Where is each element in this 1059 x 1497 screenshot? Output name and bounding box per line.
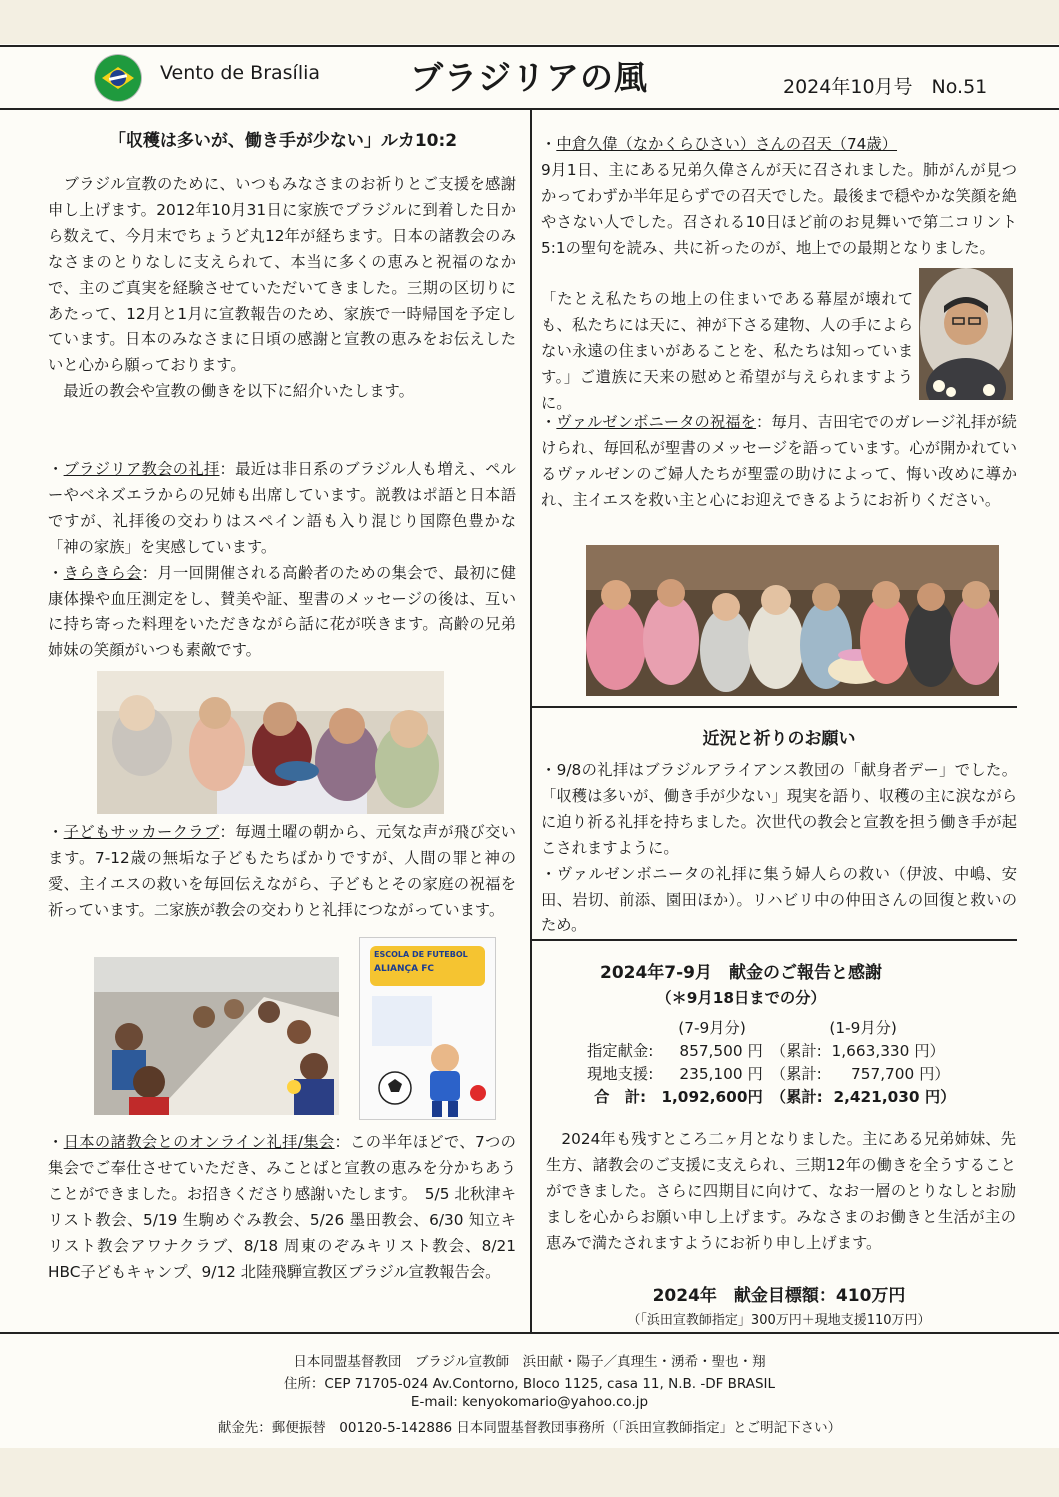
finance-total-label: 合 計: — [594, 1088, 647, 1106]
item-online-text: ：この半年ほどで、7つの集会でご奉仕させていただき、みことばと宣教の恵みを分かちあうことができました。お招きくださり感謝いたします。 5/5 北秋津キリスト教会、5/19 生駒めぐみ教会、5/26 墨田教会、6/30 知立キリスト教会アワナクラブ、8/18 周東のぞみキリスト教会、8/21 HBC子どもキャンプ、9/12 北陸飛騨宣教区ブラジル宣教報告会。 — [48, 1133, 516, 1281]
section-items-1-2: ・ブラジリア教会の礼拝：最近は非日系のブラジル人も増え、ペルーやベネズエラからの兄姉も出席しています。説教はポ語と日本語ですが、礼拝後の交わりはスペイン語も入り混じり国際色豊かな「神の家族」を実感しています。 ・きらきら会：月一回開催される高齢者のための集会で、最初に健康体操や血圧測定をし、賛美や証、聖書のメッセージの後は、互いに持ち寄った料理をいただきながら話に花が咲きます。高齢の兄弟姉妹の笑顔がいつも素敵です。 — [48, 460, 516, 660]
item-kirakira-title: きらきら会 — [63, 563, 142, 582]
scripture-quote: 「たとえ私たちの地上の住まいである幕屋が壊れても、私たちには天に、神が下さる建物、人の手によらない永遠の住まいがあることを、私たちは知っています。」ご遺族に天来の慰めと希望が与えられますように。 — [541, 290, 913, 412]
finance-col1: (7-9月分) — [678, 1019, 746, 1037]
section-item-6: ・ヴァルゼンボニータの祝福を：毎月、吉田宅でのガレージ礼拝が続けられ、毎回私が聖書のメッセージを語っています。心が開かれているヴァルゼンのご婦人たちが聖霊の助けによって、悔い改めに導かれ、主イエスを救い主と心にお迎えできるようにお祈りください。 — [541, 413, 1017, 509]
footer-donation-account: 献金先：郵便振替 00120-5-142886 日本同盟基督教団事務所（「浜田宣教師指定」とご明記下さい） — [217, 1420, 842, 1436]
item-valzen-text: ：毎月、吉田宅でのガレージ礼拝が続けられ、毎回私が聖書のメッセージを語っています。心が開かれているヴァルゼンのご婦人たちが聖霊の助けによって、悔い改めに導かれ、主イエスを救い主と心にお迎えできるようにお祈りください。 — [541, 413, 1017, 509]
soccer-club-poster — [359, 937, 496, 1120]
poster-line2: ALIANÇA FC — [374, 964, 435, 974]
finance-subheading: （＊9月18日までの分） — [656, 989, 826, 1007]
item-valzen-title: ヴァルゼンボニータの祝福を — [556, 413, 757, 431]
prayer-heading: 近況と祈りのお願い — [702, 729, 856, 749]
column-divider — [530, 110, 532, 1332]
finance-heading: 2024年7-9月 献金のご報告と感謝 — [599, 963, 883, 983]
item-brasilia-church-title: ブラジリア教会の礼拝 — [63, 460, 220, 478]
photo-soccer-kids — [94, 957, 339, 1115]
finance-row-cumulative: （累計: 757,700 円） — [770, 1065, 950, 1083]
issue-number: 2024年10月号 No.51 — [783, 76, 988, 98]
closing-paragraph: 2024年も残すところ二ヶ月となりました。主にある兄弟姉妹、先生方、諸教会のご支援に支えられ、三期12年の働きを全うすることができました。さらに四期目に向けて、なお一層のとりなしとお励ましを心からお願い申し上げます。みなさまのお働きと生活が主の恵みで満たされますようにお祈り申し上げます。 — [546, 1130, 1016, 1252]
brazil-flag-icon — [95, 55, 141, 101]
finance-row-label: 現地支援: — [587, 1065, 654, 1083]
section-rule-prayer — [531, 706, 1017, 708]
footer-address: 住所：CEP 71705-024 Av.Contorno, Bloco 1125, casa 11, N.B. -DF BRASIL — [283, 1376, 776, 1392]
intro-paragraph — [48, 172, 516, 405]
section-item-4: ・日本の諸教会とのオンライン礼拝/集会：この半年ほどで、7つの集会でご奉仕させていただき、みことばと宣教の恵みを分かちあうことができました。お招きくださり感謝いたします。 5/5 北秋津キリスト教会、5/19 生駒めぐみ教会、5/26 墨田教会、6/30 知立キリスト教会アワナクラブ、8/18 周東のぞみキリスト教会、8/21 HBC子どもキャンプ、9/12 北陸飛騨宣教区ブラジル宣教報告会。 — [48, 1133, 516, 1281]
main-heading: 「収穫は多いが、働き手が少ない」ルカ10:2 — [108, 131, 458, 151]
section-rule-finance — [531, 939, 1017, 941]
finance-row — [583, 1063, 960, 1086]
finance-header-row — [583, 1017, 960, 1040]
prayer-text: ・9/8の礼拝はブラジルアライアンス教団の「献身者デー」でした。「収穫は多いが、働き手が少ない」現実を語り、収穫の主に涙ながらに迫り祈る礼拝を持ちました。次世代の教会と宣教を担う働き手が起こされますように。 ・ヴァルゼンボニータの礼拝に集う婦人らの救い（伊波、中嶋、安田、岩切、前添、園田ほか）。リハビリ中の仲田さんの回復と救いのため。 — [541, 761, 1017, 935]
title-latin: Vento de Brasília — [160, 62, 321, 84]
title-jp: ブラジリアの風 — [410, 58, 648, 97]
finance-row-value: 857,500 円 — [679, 1042, 763, 1060]
donation-goal: 2024年 献金目標額：410万円 — [652, 1286, 906, 1306]
item-memorial-text-a: 9月1日、主にある兄弟久偉さんが天に召されました。肺がんが見つかってわずか半年足らずでの召天でした。最後まで穏やかな笑顔を絶やさない人でした。召される10日ほど前のお見舞いで第二コリント5:1の聖句を読み、共に祈ったのが、地上での最期となりました。 — [541, 160, 1017, 257]
item-memorial-title: 中倉久偉（なかくらひさい）さんの召天（74歳） — [556, 135, 898, 153]
photo-women-group — [586, 545, 999, 696]
footer-email[interactable]: E-mail: kenyokomario@yahoo.co.jp — [410, 1394, 649, 1410]
section-item-3: ・子どもサッカークラブ：毎週土曜の朝から、元気な声が飛び交います。7-12歳の無垢な子どもたちばかりですが、人間の罪と神の愛、主イエスの救いを毎回伝えながら、子どもとその家庭の祝福を祈っています。二家族が教会の交わりと礼拝につながっています。 — [48, 823, 516, 919]
section-item-5: ・中倉久偉（なかくらひさい）さんの召天（74歳） 9月1日、主にある兄弟久偉さんが天に召されました。肺がんが見つかってわずか半年足らずでの召天でした。最後まで穏やかな笑顔を絶やさない人でした。召される10日ほど前のお見舞いで第二コリント5:1の聖句を読み、共に祈ったのが、地上での最期となりました。 — [541, 135, 1017, 257]
footer-missionary: 日本同盟基督教団 ブラジル宣教師 浜田献・陽子／真理生・湧希・聖也・翔 — [293, 1354, 766, 1370]
intro-text: ブラジル宣教のために、いつもみなさまのお祈りとご支援を感謝申し上げます。2012年10月31日に家族でブラジルに到着した日から数えて、今月末でちょうど丸12年が経ちます。日本の諸教会のみなさまのとりなしに支えられて、本当に多くの恵みと祝福のなかで、主のご真実を経験させていただいてきました。三期の区切りにあたって、12月と1月に宣教報告のため、家族で一時帰国を予定しています。日本のみなさまに日頃の感謝と宣教の恵みをお伝えしたいと心から願っております。 — [48, 175, 516, 375]
photo-portrait — [919, 268, 1013, 400]
footer-rule — [0, 1332, 1059, 1334]
top-margin — [0, 0, 1059, 44]
item-soccer-text: ：毎週土曜の朝から、元気な声が飛び交います。7-12歳の無垢な子どもたちばかりですが、人間の罪と神の愛、主イエスの救いを毎回伝えながら、子どもとその家庭の祝福を祈っています。二家族が教会の交わりと礼拝につながっています。 — [48, 823, 516, 919]
finance-row-value: 235,100 円 — [679, 1065, 763, 1083]
item-online-title: 日本の諸教会とのオンライン礼拝/集会 — [63, 1133, 335, 1151]
item-soccer-title: 子どもサッカークラブ — [63, 823, 220, 841]
finance-row — [583, 1040, 960, 1063]
finance-total-row — [583, 1086, 960, 1109]
donation-goal-note: （「浜田宣教師指定」300万円＋現地支援110万円） — [627, 1313, 931, 1328]
finance-table — [583, 1017, 960, 1109]
finance-col2: (1-9月分) — [829, 1019, 897, 1037]
photo-kirakira — [97, 671, 444, 814]
finance-total-value: 1,092,600円 — [661, 1088, 763, 1106]
header-top-rule — [0, 45, 1059, 47]
item-kirakira-text: ：月一回開催される高齢者のための集会で、最初に健康体操や血圧測定をし、賛美や証、聖書のメッセージの後は、互いに持ち寄った料理をいただきながら話に花が咲きます。高齢の兄弟姉妹の笑顔がいつも素敵です。 — [48, 563, 516, 660]
finance-row-cumulative: （累計: 1,663,330 円） — [770, 1042, 945, 1060]
finance-row-label: 指定献金: — [587, 1042, 654, 1060]
intro2-text: 最近の教会や宣教の働きを以下に紹介いたします。 — [48, 382, 414, 401]
item-brasilia-church-text: ：最近は非日系のブラジル人も増え、ペルーやベネズエラからの兄姉も出席しています。説教はポ語と日本語ですが、礼拝後の交わりはスペイン語も入り混じり国際色豊かな「神の家族」を実感しています。 — [48, 460, 516, 556]
poster-line1: ESCOLA DE FUTEBOL — [374, 950, 468, 959]
bottom-margin — [0, 1448, 1059, 1497]
finance-total-cumulative: （累計: 2,421,030 円） — [770, 1088, 956, 1106]
